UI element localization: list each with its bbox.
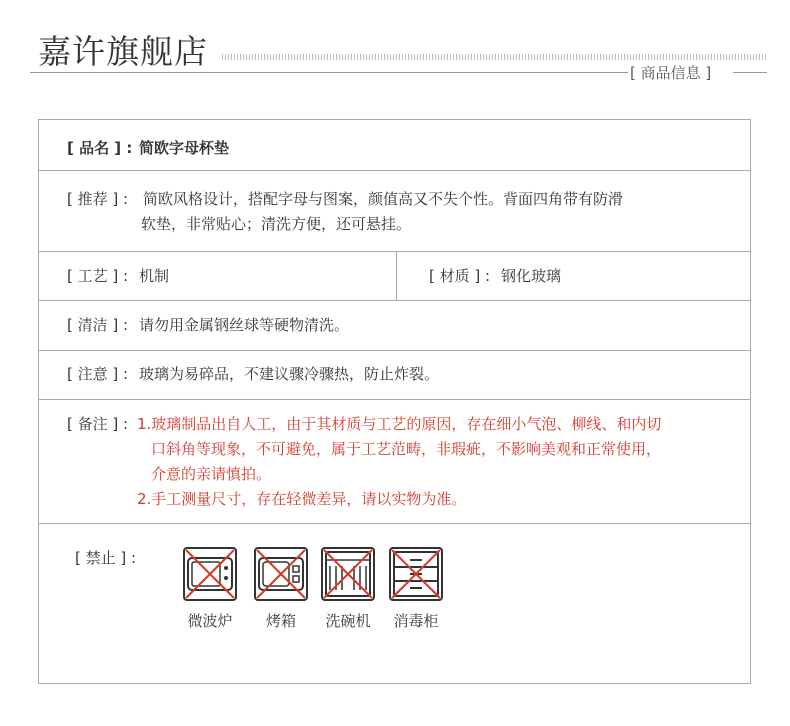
remarks-line-3: 介意的亲请慎拍。 (151, 465, 272, 483)
recommend-label: [ 推荐 ] : (67, 190, 129, 208)
microwave-caption: 微波炉 (187, 612, 233, 630)
header-dotted-rule (222, 54, 767, 60)
section-tag: [ 商品信息 ] (630, 64, 712, 82)
microwave-icon (182, 546, 238, 602)
store-title: 嘉许旗舰店 (38, 32, 208, 71)
cleaning-label: [ 清洁 ] : (67, 316, 129, 334)
craft-value: 机制 (139, 267, 170, 285)
header-rule-left (30, 72, 628, 73)
name-label: [ 品名 ] : (67, 139, 133, 157)
row-caution (39, 351, 750, 400)
sterilizer-icon (388, 546, 444, 602)
row-forbidden (39, 524, 750, 684)
row-product-name (39, 120, 750, 171)
dishwasher-icon (320, 546, 376, 602)
cleaning-value: 请勿用金属钢丝球等硬物清洗。 (139, 316, 350, 334)
forbidden-label: [ 禁止 ] : (75, 549, 137, 567)
header-rule-right (733, 72, 767, 73)
remarks-line-1: 1.玻璃制品出自人工，由于其材质与工艺的原因，存在细小气泡、柳线、和内切 (137, 415, 662, 433)
cell-divider (396, 252, 397, 300)
dishwasher-caption: 洗碗机 (325, 612, 371, 630)
oven-icon (253, 546, 309, 602)
remarks-line-2: 口斜角等现象，不可避免，属于工艺范畴，非瑕疵，不影响美观和正常使用， (151, 440, 662, 458)
name-value: 简欧字母杯垫 (139, 139, 230, 157)
oven-caption: 烤箱 (265, 612, 296, 630)
recommend-line-2: 软垫，非常贴心；清洗方便，还可悬挂。 (141, 215, 412, 233)
material-label: [ 材质 ] : (429, 267, 491, 285)
remarks-label: [ 备注 ] : (67, 415, 129, 433)
sterilizer-caption: 消毒柜 (393, 612, 439, 630)
row-remarks (39, 400, 750, 524)
craft-label: [ 工艺 ] : (67, 267, 129, 285)
row-craft-material (39, 252, 750, 301)
remarks-line-4: 2.手工测量尺寸，存在轻微差异，请以实物为准。 (137, 490, 467, 508)
row-cleaning (39, 301, 750, 351)
caution-label: [ 注意 ] : (67, 365, 129, 383)
recommend-line-1: 简欧风格设计，搭配字母与图案，颜值高又不失个性。背面四角带有防滑 (143, 190, 624, 208)
product-info-card (38, 119, 751, 684)
material-value: 钢化玻璃 (501, 267, 562, 285)
row-recommend (39, 171, 750, 252)
caution-value: 玻璃为易碎品，不建议骤冷骤热，防止炸裂。 (139, 365, 440, 383)
